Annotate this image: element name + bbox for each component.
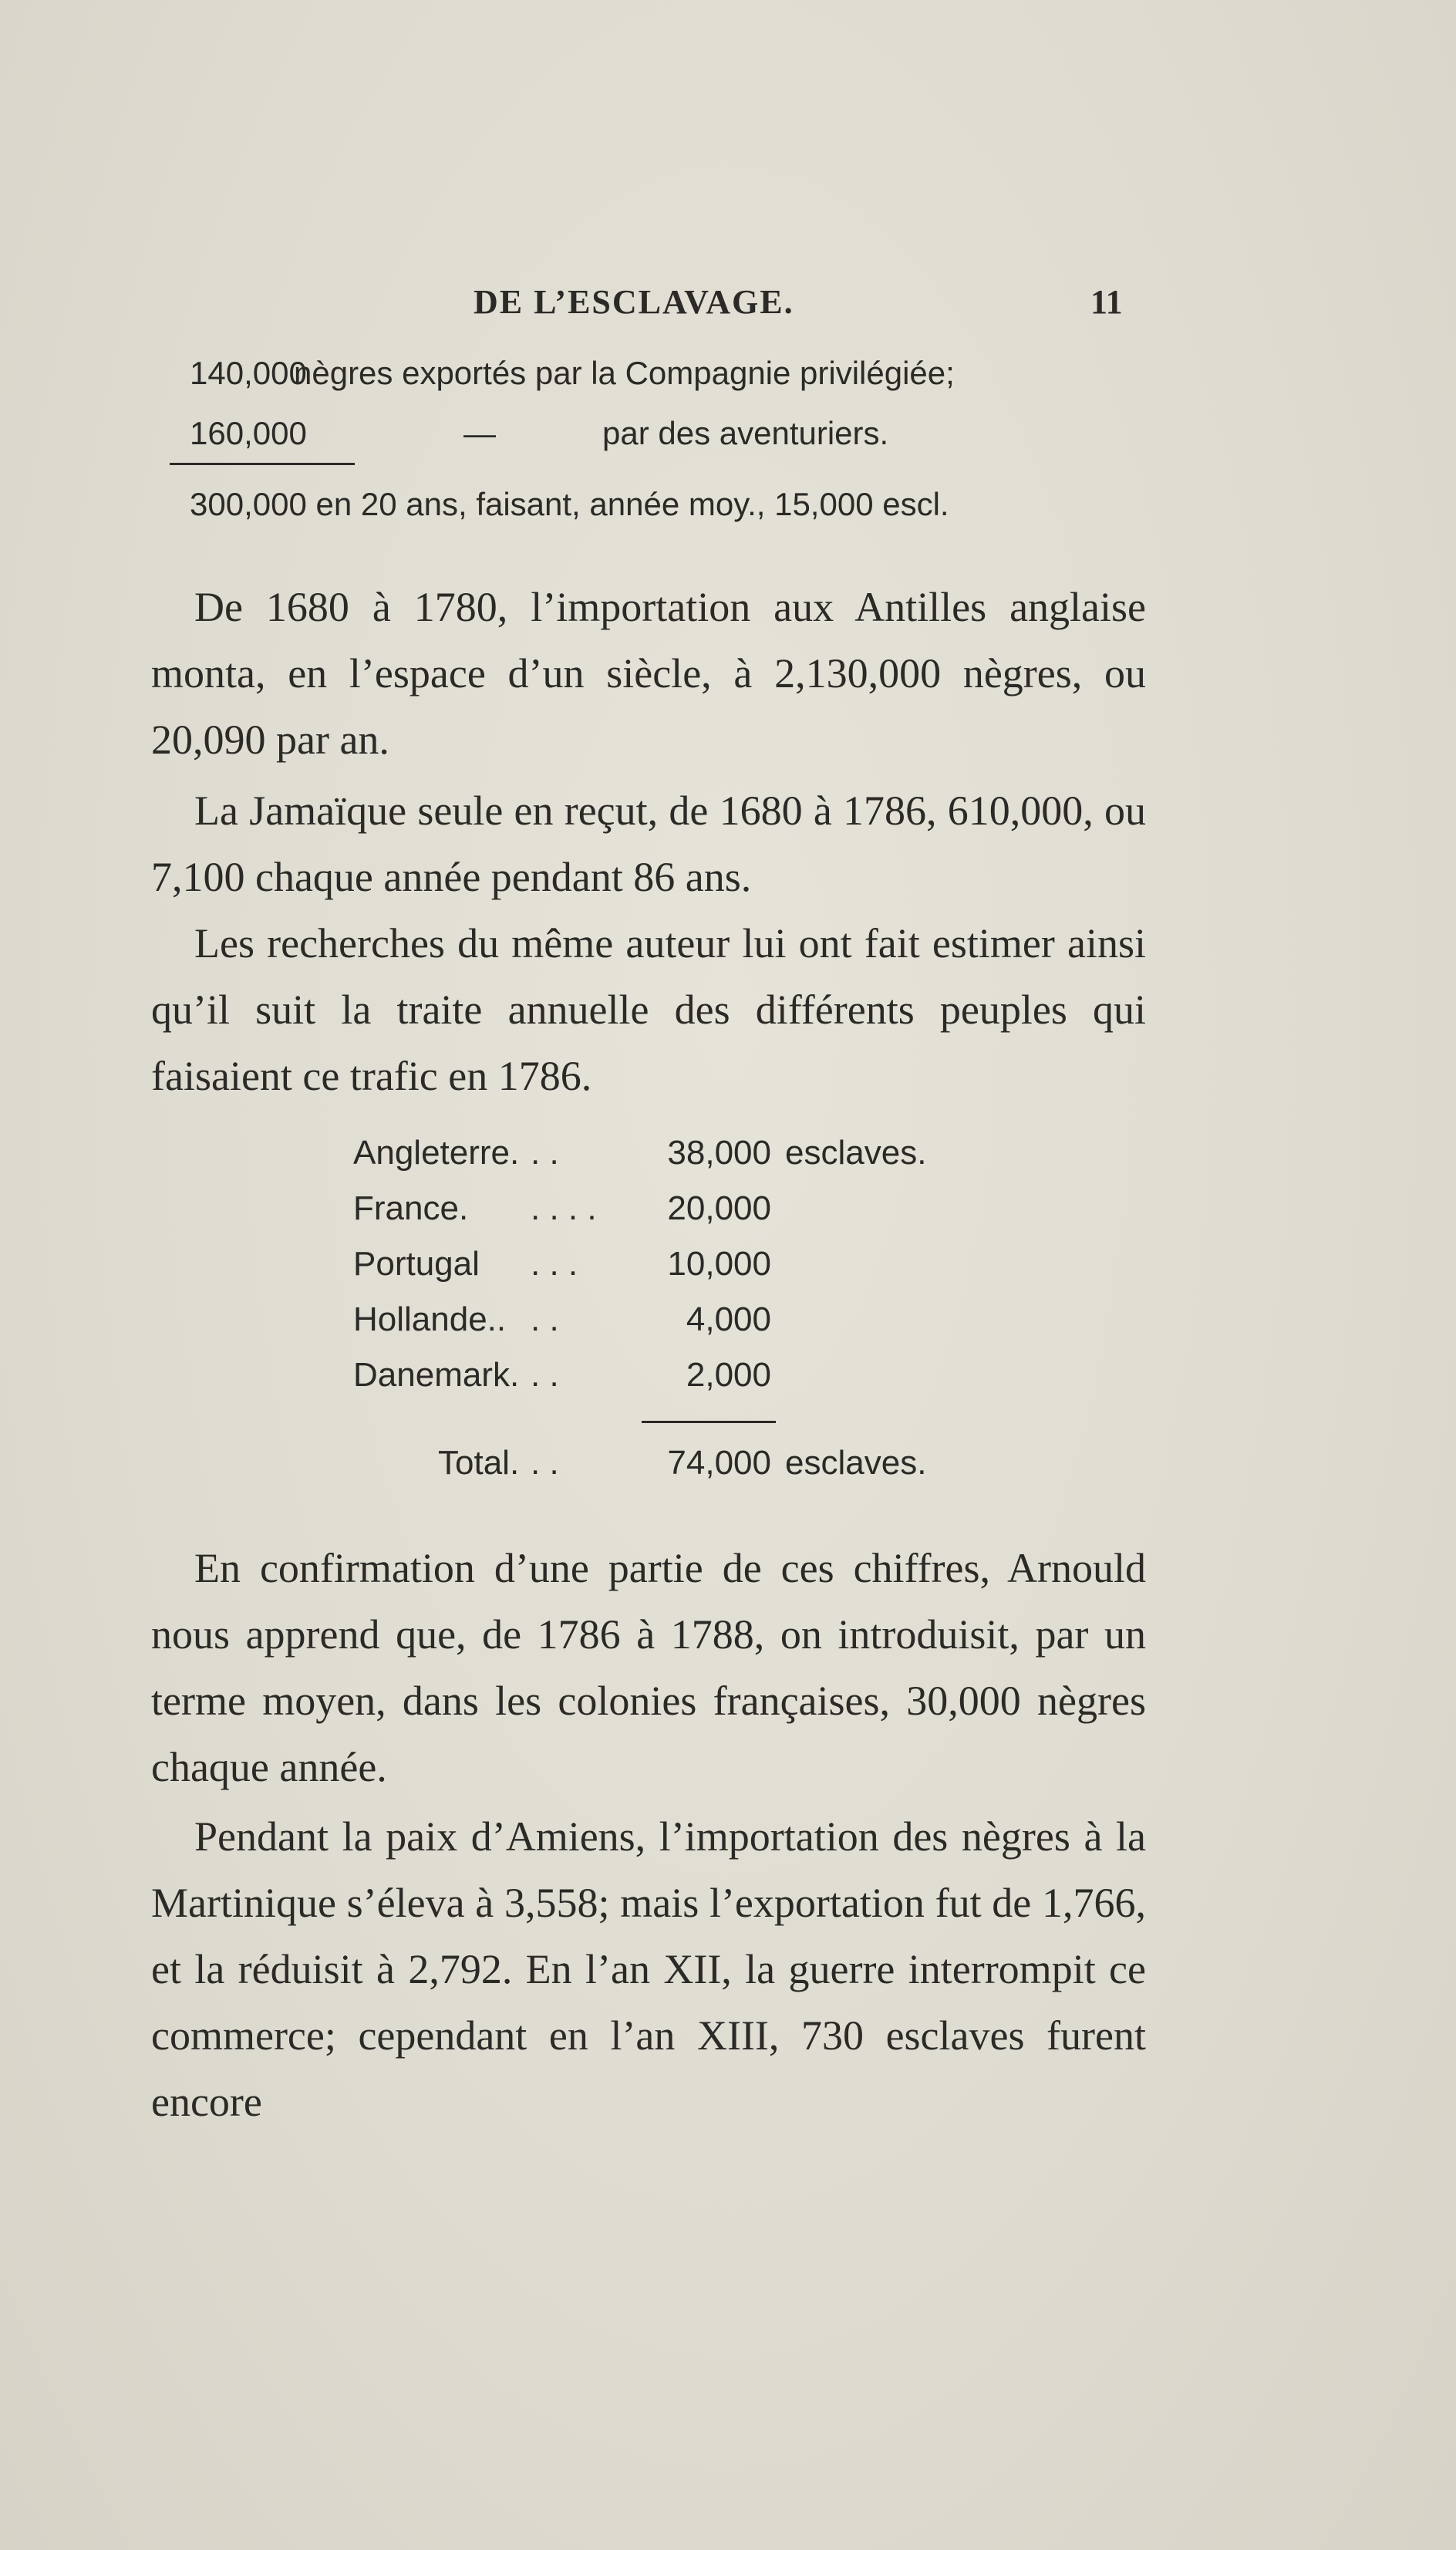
slave-count: 38,000 xyxy=(667,1134,771,1172)
table-row xyxy=(353,1356,1047,1402)
paragraph xyxy=(151,574,1146,773)
country-name: Portugal xyxy=(353,1245,480,1283)
paragraph xyxy=(151,1803,1146,2135)
slave-count: 4,000 xyxy=(686,1300,771,1338)
total-rule xyxy=(642,1421,776,1423)
stat-description-sub: par des aventuriers. xyxy=(602,415,889,451)
leader-dots: . . xyxy=(531,1444,559,1482)
stat-number: 160,000 xyxy=(190,415,307,451)
leader-dots: . . . . xyxy=(531,1189,597,1227)
table-row xyxy=(353,1189,1047,1236)
leader-dots: . . xyxy=(531,1300,559,1338)
total-label: Total. xyxy=(438,1444,520,1482)
unit-label: esclaves. xyxy=(785,1444,927,1482)
leader-dots: . . xyxy=(531,1134,559,1172)
leader-dots: . . . xyxy=(531,1245,578,1283)
table-row xyxy=(353,1300,1047,1347)
page-number: 11 xyxy=(1090,283,1123,321)
table-row xyxy=(353,1134,1047,1180)
table-row xyxy=(353,1245,1047,1291)
country-name: Hollande.. xyxy=(353,1300,507,1338)
page-header xyxy=(474,282,1137,329)
leader-dots: . . xyxy=(531,1356,559,1394)
paragraph-text: Les recherches du même auteur lui ont fait estimer ainsi qu’il suit la traite annuelle des différents peuples qui faisaient ce trafic en 1786. xyxy=(151,920,1146,1099)
paragraph xyxy=(151,777,1146,910)
total-count: 74,000 xyxy=(667,1444,771,1482)
country-name: Angleterre. xyxy=(353,1134,520,1172)
paragraph-text: Pendant la paix d’Amiens, l’importation des nègres à la Martinique s’éleva à 3,558; mais l’exportation fut de 1,766, et la réduisit à 2,792. En l’an XII, la guerre interrompit ce commerce; cependant en l’an XIII, 730 esclaves furent encore xyxy=(151,1813,1146,2125)
stat-number: 140,000 xyxy=(190,355,307,391)
paragraph-text: De 1680 à 1780, l’importation aux Antilles anglaise monta, en l’espace d’un siècle, à 2,130,000 nègres, ou 20,090 par an. xyxy=(151,584,1146,763)
unit-label: esclaves. xyxy=(785,1134,927,1172)
running-title: DE L’ESCLAVAGE. xyxy=(474,283,794,321)
paragraph-text: La Jamaïque seule en reçut, de 1680 à 1786, 610,000, ou 7,100 chaque année pendant 86 ans. xyxy=(151,788,1146,900)
sum-rule xyxy=(170,463,355,465)
slave-count: 20,000 xyxy=(667,1189,771,1227)
stat-dash: — xyxy=(463,415,496,451)
total-row xyxy=(353,1444,1047,1490)
paragraph xyxy=(151,1535,1146,1800)
slave-count: 10,000 xyxy=(667,1245,771,1283)
country-name: Danemark. xyxy=(353,1356,520,1394)
paragraph xyxy=(151,910,1146,1109)
stat-summary: 300,000 en 20 ans, faisant, année moy., 15,000 escl. xyxy=(190,486,949,522)
stat-description: nègres exportés par la Compagnie privilégiée; xyxy=(294,355,955,391)
slave-count: 2,000 xyxy=(686,1356,771,1394)
country-name: France. xyxy=(353,1189,469,1227)
paragraph-text: En confirmation d’une partie de ces chiffres, Arnould nous apprend que, de 1786 à 1788, on introduisit, par un terme moyen, dans les colonies françaises, 30,000 nègres chaque année. xyxy=(151,1545,1146,1790)
